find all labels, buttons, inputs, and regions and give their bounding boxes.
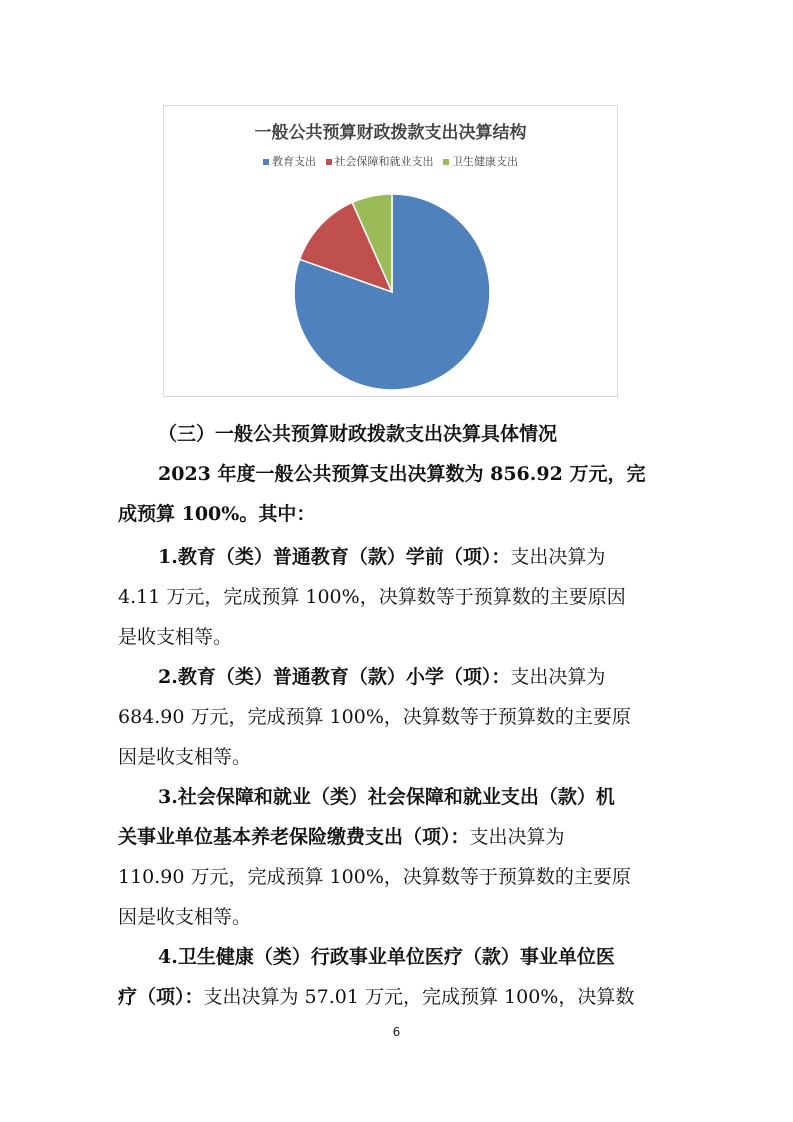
item-3-line-4: 因是收支相等。	[118, 906, 252, 928]
item-3-title: 关事业单位基本养老保险缴费支出（项）：	[118, 826, 470, 848]
section-block	[118, 414, 678, 534]
item-1-line-1	[118, 537, 678, 577]
item-2-line-3: 因是收支相等。	[118, 746, 252, 768]
item-1-text: 支出决算为	[510, 546, 606, 568]
legend-label: 教育支出	[272, 155, 316, 168]
item-1	[118, 537, 678, 657]
item-3-line-3: 110.90 万元，完成预算 100%，决算数等于预算数的主要原	[118, 866, 631, 888]
item-2	[118, 657, 678, 777]
pie-chart	[163, 105, 618, 397]
item-4-line-2	[118, 977, 678, 1017]
item-2-line-2: 684.90 万元，完成预算 100%，决算数等于预算数的主要原	[118, 706, 631, 728]
item-2-text: 支出决算为	[510, 666, 606, 688]
item-2-line-1	[118, 657, 678, 697]
item-3	[118, 777, 678, 937]
section-intro-line-1: 2023 年度一般公共预算支出决算数为 856.92 万元，完	[158, 463, 646, 485]
item-3-line-2	[118, 817, 678, 857]
item-1-line-3: 是收支相等。	[118, 626, 233, 648]
item-4-text: 支出决算为 57.01 万元，完成预算 100%，决算数	[203, 986, 635, 1008]
item-4-title: 疗（项）：	[118, 986, 204, 1008]
legend-label: 社会保障和就业支出	[334, 155, 434, 168]
page-number: 6	[392, 1025, 401, 1039]
item-1-line-2: 4.11 万元，完成预算 100%，决算数等于预算数的主要原因	[118, 586, 626, 608]
item-4-line-1: 4.卫生健康（类）行政事业单位医疗（款）事业单位医	[158, 946, 615, 968]
legend-label: 卫生健康支出	[452, 155, 518, 168]
section-heading: （三）一般公共预算财政拨款支出决算具体情况	[158, 423, 558, 445]
item-4	[118, 937, 678, 1017]
item-2-title: 2.教育（类）普通教育（款）小学（项）：	[158, 666, 511, 688]
item-3-line-1: 3.社会保障和就业（类）社会保障和就业支出（款）机	[158, 786, 615, 808]
item-3-text: 支出决算为	[469, 826, 565, 848]
item-1-title: 1.教育（类）普通教育（款）学前（项）：	[158, 546, 511, 568]
pie-plot-area	[164, 106, 619, 398]
chart-title: 一般公共预算财政拨款支出决算结构	[254, 123, 527, 143]
section-intro-line-2: 成预算 100%。其中：	[118, 503, 316, 525]
